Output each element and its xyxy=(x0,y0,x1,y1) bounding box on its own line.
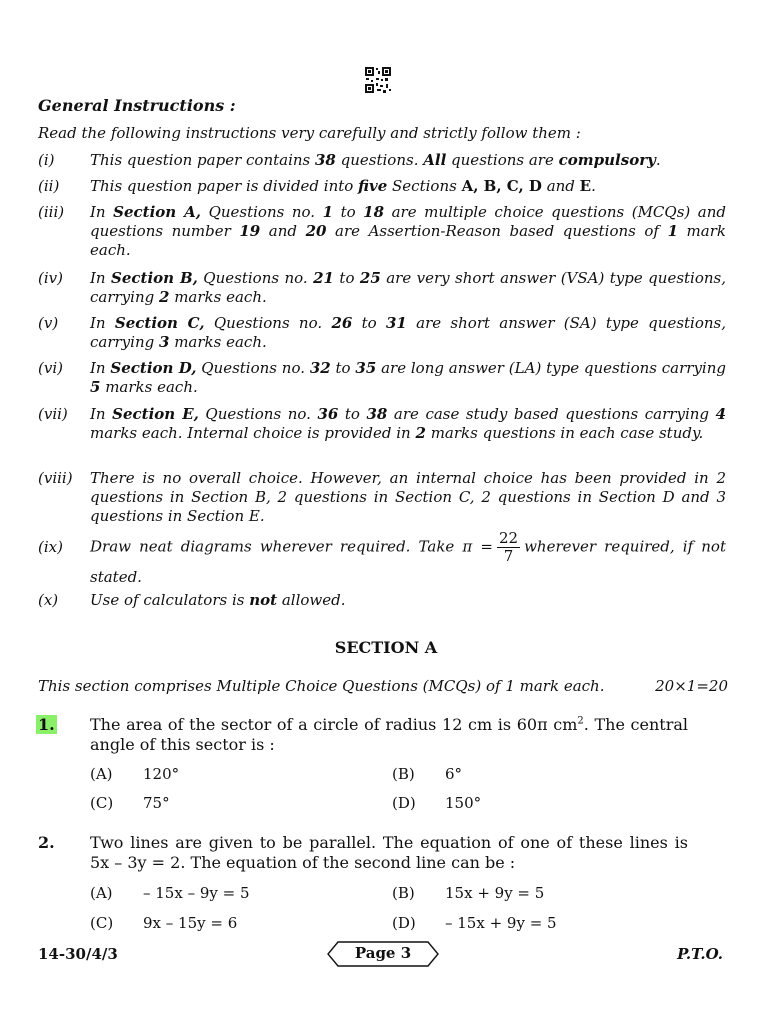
fraction: $\frac{22}{7}$ xyxy=(498,529,519,565)
qr-code-icon xyxy=(364,66,392,94)
exam-page: General Instructions : Read the following instructions very carefully and strictly follow them : (i) This question paper contains 38 questions. All questions are compulsory. (ii) This question paper is divided into five Sections A, B, C, D and E. (iii) In Section A, Questions no. 1 to 18 are multiple choice questions (MCQs) and questions number 19 and 20 are Assertion-Reason based questions of 1 mark each. (iv) In Section B, Questions no. 21 to 25 are very short answer (VSA) type questions, carrying 2 marks each. (v) In Section C, Questions no. 26 to 31 are short answer (SA) type questions, carrying 3 marks each. (vi) In Section D, Questions no. 32 to 35 are long answer (LA) type questions carrying 5 marks each. (vii) In Section E, Questions no. 36 to 38 are case study based questions carrying 4 marks each. Internal choice is provided in 2 marks questions in each case study. (viii) There is no overall choice. However, an internal choice has been provided in 2 questions in Section B, 2 questions in Section C, 2 questions in Section D and 3 questions in Section E. (ix) Draw neat diagrams wherever required. Take π = $\frac{22}{7}$ wherever required, if not stated. (x) Use of calculators is not allowed. SECTION A This section comprises Multiple Choice Questions (MCQs) of 1 mark each. 20×1=20 1. The area of the sector of a circle of radius 12 cm is 60π $cm^2$. The central angle of this sector is : (A) 120° (B) 6° (C) 75° (D) 150° 2. Two lines are given to be parallel. The equation of one of these lines is 5x – 3y = 2. The equation of the second line can be : (A) – 15x – 9y = 5 (B) 15x + 9y = 5 (C) 9x – 15y = 6 (D) – 15x + 9y = 5 14-30/4/3 Page 3 P.T.O. xyxy=(0,0,768,1024)
instructions-heading: General Instructions : xyxy=(38,96,236,115)
section-description: This section comprises Multiple Choice Questions (MCQs) of 1 mark each. xyxy=(38,677,605,695)
instructions-intro: Read the following instructions very carefully and strictly follow them : xyxy=(38,124,581,142)
question-text-1: The area of the sector of a circle of radius 12 cm is 60π $cm^2$. The central angle of this sector is : xyxy=(90,715,689,754)
paper-code: 14-30/4/3 xyxy=(38,945,118,963)
question-number-2: 2. xyxy=(38,833,55,852)
section-marks: 20×1=20 xyxy=(655,677,728,695)
question-text-2: Two lines are given to be parallel. The equation of one of these lines is 5x – 3y = 2. The equation of the second line can be : xyxy=(90,833,688,872)
question-number-1: 1. xyxy=(38,715,55,734)
pto-label: P.T.O. xyxy=(677,945,723,963)
page-number-badge: Page 3 xyxy=(326,940,440,968)
section-title: SECTION A xyxy=(334,638,438,657)
